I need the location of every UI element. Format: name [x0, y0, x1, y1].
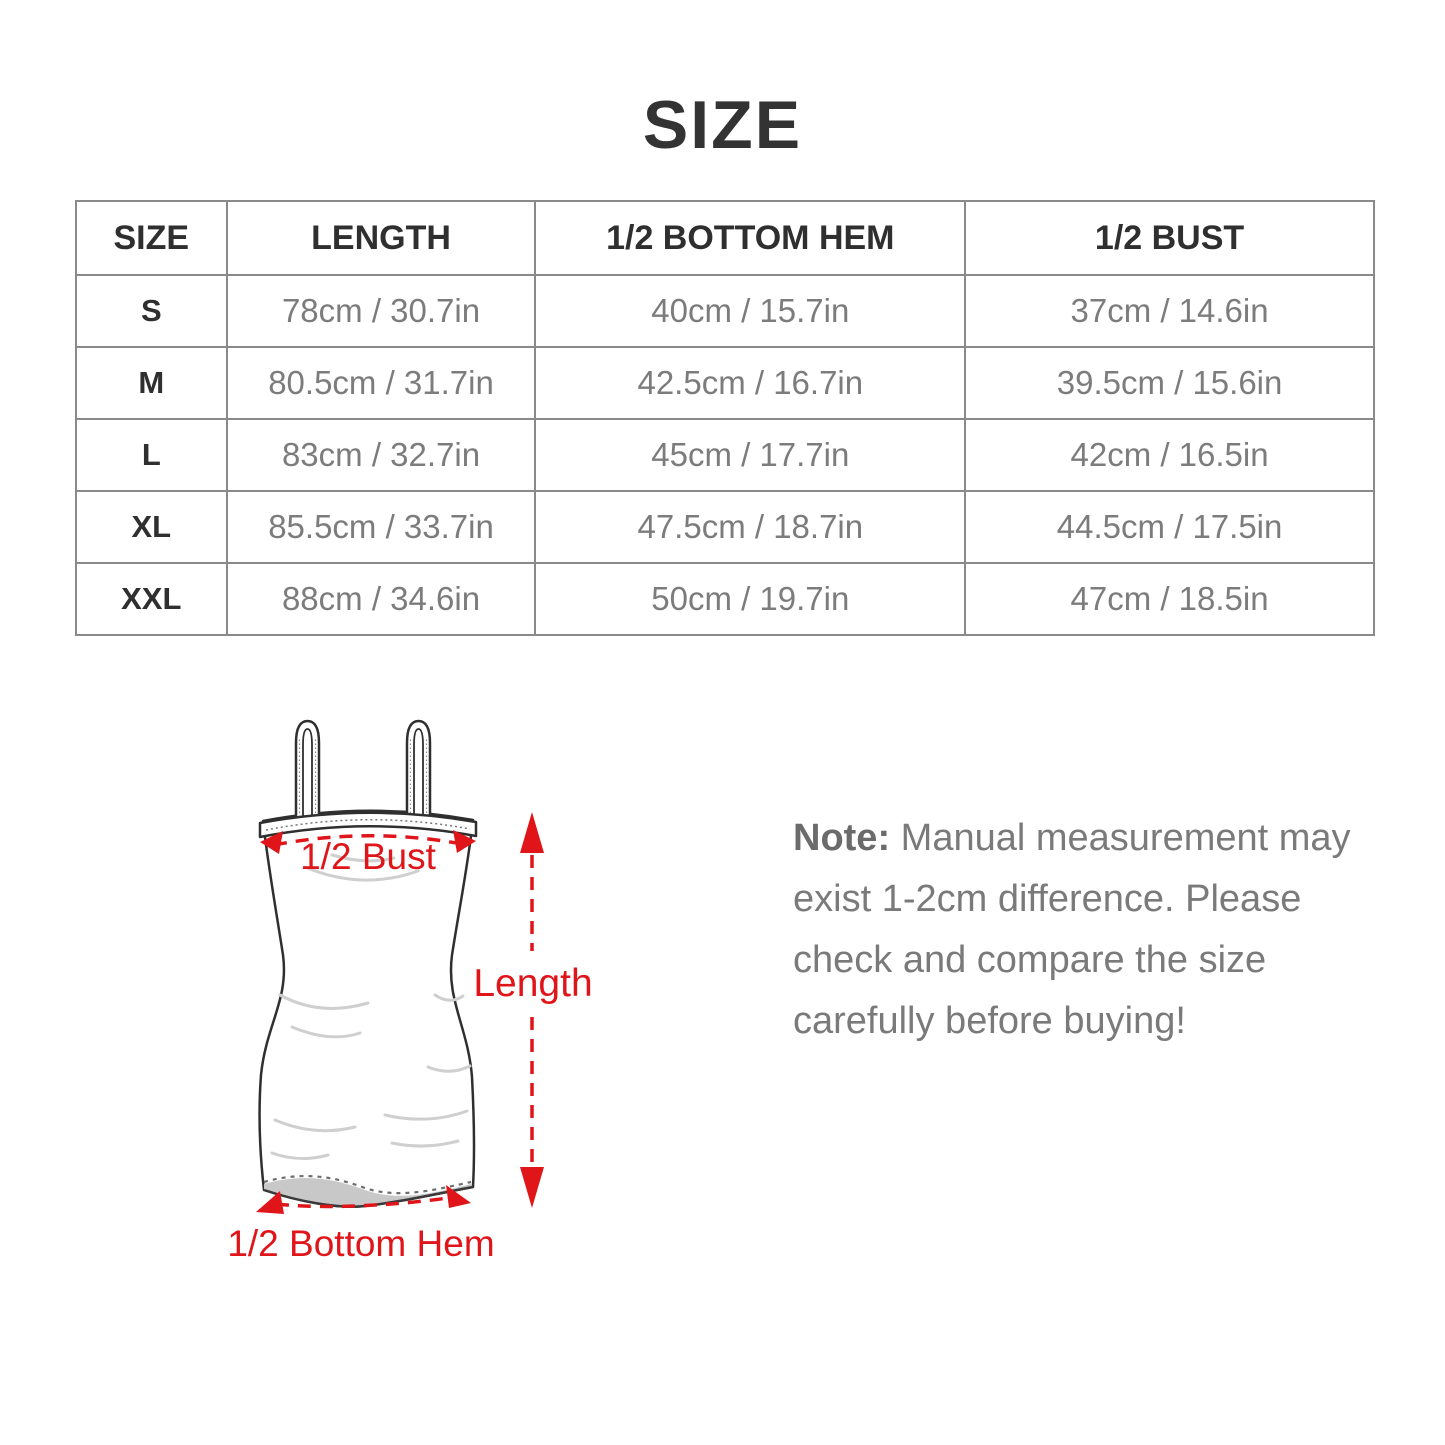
- cell-length: 78cm / 30.7in: [227, 275, 536, 347]
- cell-size: S: [76, 275, 227, 347]
- table-row: [76, 275, 1374, 347]
- note-line-text: Manual measurement may: [900, 817, 1351, 859]
- header-bust: 1/2 BUST: [965, 201, 1374, 275]
- cell-bottom-hem: 40cm / 15.7in: [535, 275, 965, 347]
- cell-bust: 44.5cm / 17.5in: [965, 491, 1374, 563]
- bottom-hem-arrow-left: [256, 1191, 284, 1214]
- table-row: [76, 347, 1374, 419]
- length-label: Length: [473, 962, 593, 1005]
- note-label: Note:: [793, 817, 891, 859]
- table-header-row: [76, 201, 1374, 275]
- cell-bottom-hem: 50cm / 19.7in: [535, 563, 965, 635]
- cell-bottom-hem: 45cm / 17.7in: [535, 419, 965, 491]
- left-strap: [296, 721, 319, 819]
- header-bottom-hem: 1/2 BOTTOM HEM: [535, 201, 965, 275]
- header-size: SIZE: [76, 201, 227, 275]
- cell-bust: 47cm / 18.5in: [965, 563, 1374, 635]
- cell-bust: 42cm / 16.5in: [965, 419, 1374, 491]
- cell-size: M: [76, 347, 227, 419]
- note-line: carefully before buying!: [793, 1000, 1186, 1042]
- right-strap: [407, 721, 430, 819]
- page-title: SIZE: [642, 87, 803, 163]
- size-table: [75, 200, 1375, 636]
- dress-outline-illustration: [260, 721, 476, 1207]
- header-length: LENGTH: [227, 201, 536, 275]
- note-line: check and compare the size: [793, 939, 1267, 981]
- cell-length: 80.5cm / 31.7in: [227, 347, 536, 419]
- cell-length: 83cm / 32.7in: [227, 419, 536, 491]
- cell-size: XL: [76, 491, 227, 563]
- table-row: [76, 491, 1374, 563]
- dress-measurement-diagram: [180, 695, 600, 1285]
- cell-size: L: [76, 419, 227, 491]
- length-arrow-up: [520, 812, 544, 853]
- note-line: [793, 808, 1393, 869]
- cell-length: 88cm / 34.6in: [227, 563, 536, 635]
- cell-bottom-hem: 47.5cm / 18.7in: [535, 491, 965, 563]
- cell-length: 85.5cm / 33.7in: [227, 491, 536, 563]
- table-row: [76, 563, 1374, 635]
- note-line: exist 1-2cm difference. Please: [793, 878, 1302, 920]
- cell-bust: 39.5cm / 15.6in: [965, 347, 1374, 419]
- cell-bust: 37cm / 14.6in: [965, 275, 1374, 347]
- cell-size: XXL: [76, 563, 227, 635]
- bust-label: 1/2 Bust: [300, 836, 436, 877]
- bottom-hem-label: 1/2 Bottom Hem: [227, 1223, 495, 1264]
- length-measure: [473, 812, 592, 1208]
- note-block: [793, 808, 1393, 1052]
- table-row: [76, 419, 1374, 491]
- length-arrow-down: [520, 1167, 544, 1208]
- cell-bottom-hem: 42.5cm / 16.7in: [535, 347, 965, 419]
